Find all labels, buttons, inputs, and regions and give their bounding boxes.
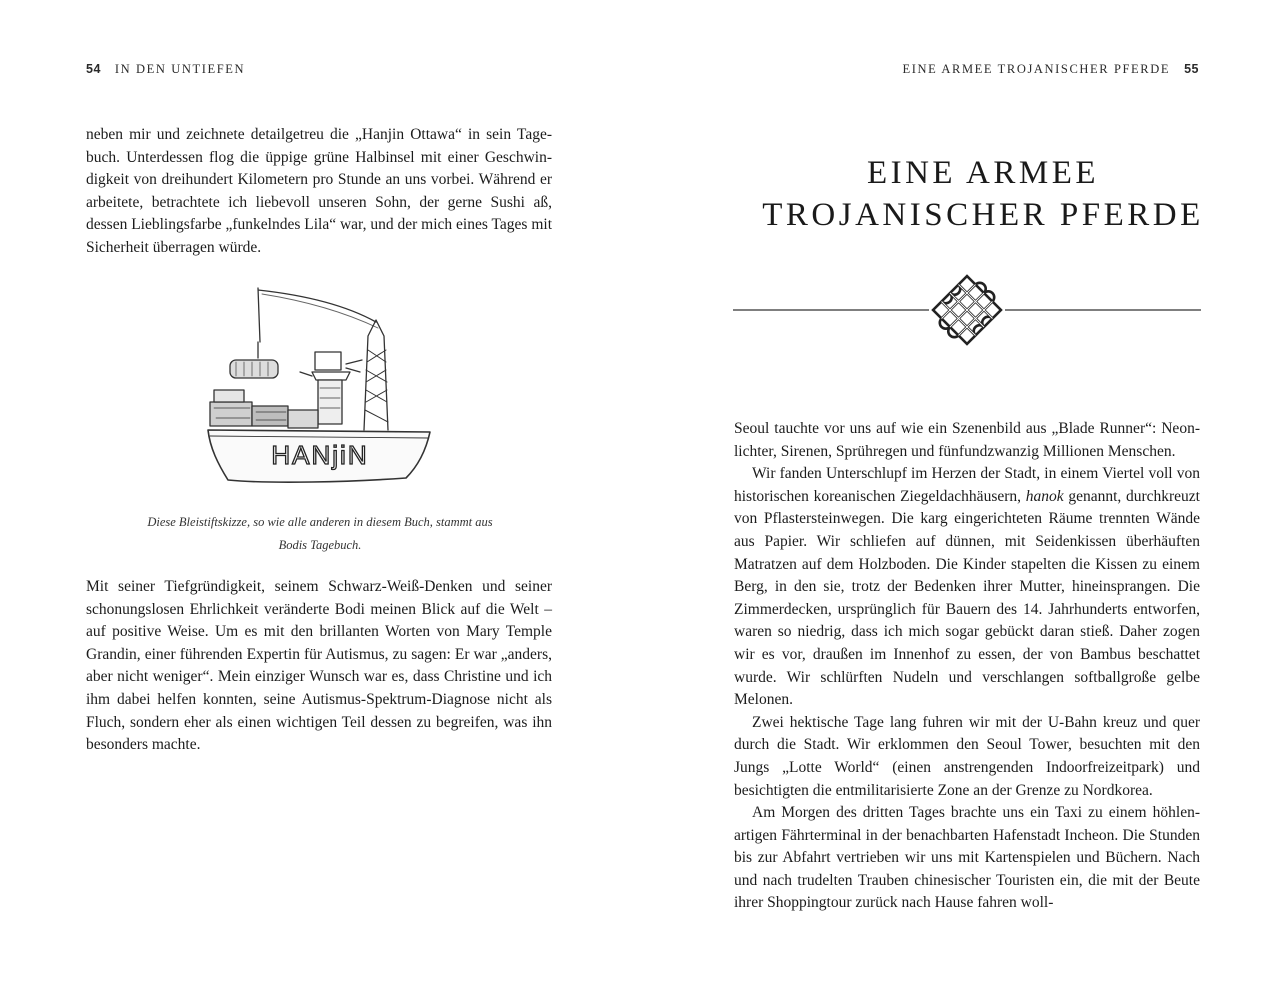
right-body-text — [734, 418, 1200, 915]
left-running-head — [86, 62, 245, 77]
ship-sketch-illustration — [200, 280, 440, 495]
left-text-bottom — [86, 576, 552, 757]
endless-knot-icon — [733, 272, 1201, 348]
left-running-head-title: IN DEN UNTIEFEN — [114, 62, 246, 76]
left-page-number: 54 — [86, 62, 101, 76]
chapter-title — [733, 152, 1233, 236]
right-page-number: 55 — [1184, 62, 1199, 76]
paragraph-text: genannt, durchkreuzt von Pflastersteinwegen. Die karg eingerichteten Räume trennten Wände aus Papier. Wir schliefen auf dünnen, mit Seidenkissen überhäuften Matratzen auf dem Holzboden. Die Kinder stapelten die Kissen zu einem Berg, in den sie, trotz der Bedenken ihrer Mutter, hineinsprangen. Die Zimmerdecken, ursprünglich für Bauern des 14. Jahrhunderts entworfen, waren so niedrig, dass ich mich sogar gebückt daran stieß. Daher zogen wir es vor, draußen im Innenhof zu essen, der von Bambus beschattet wurde. Wir schlürften Nudeln und verschlangen softballgroße gelbe Melonen. — [734, 487, 1200, 709]
paragraph: Am Morgen des dritten Tages brachte uns ein Taxi zu einem höhlenartigen Fährterminal in der benachbarten Hafenstadt Incheon. Die Stunden bis zur Abfahrt vertrieben wir uns mit Kartenspielen und Büchern. Nach und nach trudelten Trauben chinesischer Touristen ein, die mit der Beute ihrer Shoppingtour zurück nach Hause fahren woll- — [734, 804, 1200, 912]
sketch-hull-lettering: HANjiN — [271, 440, 369, 470]
chapter-title-line: EINE ARMEE — [866, 155, 1100, 192]
caption-line: Diese Bleistiftskizze, so wie alle anderen in diesem Buch, stammt aus — [147, 515, 493, 529]
paragraph — [734, 463, 1200, 712]
italic-term: hanok — [1025, 487, 1064, 505]
right-page — [643, 0, 1285, 1000]
paragraph: Mit seiner Tiefgründigkeit, seinem Schwarz-Weiß-Denken und seiner schonungslosen Ehrlichkeit veränderte Bodi meinen Blick auf die Welt – auf positive Weise. Um es mit den brillanten Worten von Mary Temple Grandin, einer führenden Expertin für Autismus, zu sagen: Er war „anders, aber nicht weniger“. Mein einziger Wunsch war es, dass Christine und ich ihm dabei helfen konnten, seine Autismus-Spektrum-Diagnose nicht als Fluch, sondern eher als einen wichtigen Teil dessen zu begreifen, was ihn besonders machte. — [86, 578, 552, 754]
paragraph-text: Wir fanden Unterschlupf im Herzen der Stadt, in einem Viertel voll von historischen koreanischen Ziegeldachhäusern, — [734, 465, 1200, 505]
paragraph: Zwei hektische Tage lang fuhren wir mit der U-Bahn kreuz und quer durch die Stadt. Wir erklommen den Seoul Tower, besuchten mit den Jungs „Lotte World“ (einen anstrengenden Indoorfreizeitpark) und besichtigten die entmilitarisierte Zone an der Grenze zu Nordkorea. — [734, 713, 1200, 799]
right-running-head-title: EINE ARMEE TROJANISCHER PFERDE — [902, 62, 1171, 76]
paragraph: neben mir und zeichnete detailgetreu die „Hanjin Ottawa“ in sein Tagebuch. Unterdessen flog die üppige grüne Halbinsel mit einer Geschwindigkeit von dreihundert Kilometern pro Stunde an uns vorbei. Während er arbeitete, betrachtete ich liebevoll unseren Sohn, der gerne Sushi aß, dessen Lieblingsfarbe „funkelndes Lila“ war, und der mich eines Tages mit Sicherheit überragen würde. — [86, 126, 552, 256]
left-page — [0, 0, 642, 1000]
figure-caption — [120, 511, 520, 557]
caption-line: Bodis Tagebuch. — [278, 538, 362, 552]
left-text-top — [86, 124, 552, 260]
paragraph: Seoul tauchte vor uns auf wie ein Szenenbild aus „Blade Runner“: Neonlichter, Sirenen, Sprühregen und fünfundzwanzig Millionen Menschen. — [734, 420, 1200, 460]
chapter-title-line: TROJANISCHER PFERDE — [762, 197, 1204, 234]
right-running-head — [903, 62, 1200, 77]
